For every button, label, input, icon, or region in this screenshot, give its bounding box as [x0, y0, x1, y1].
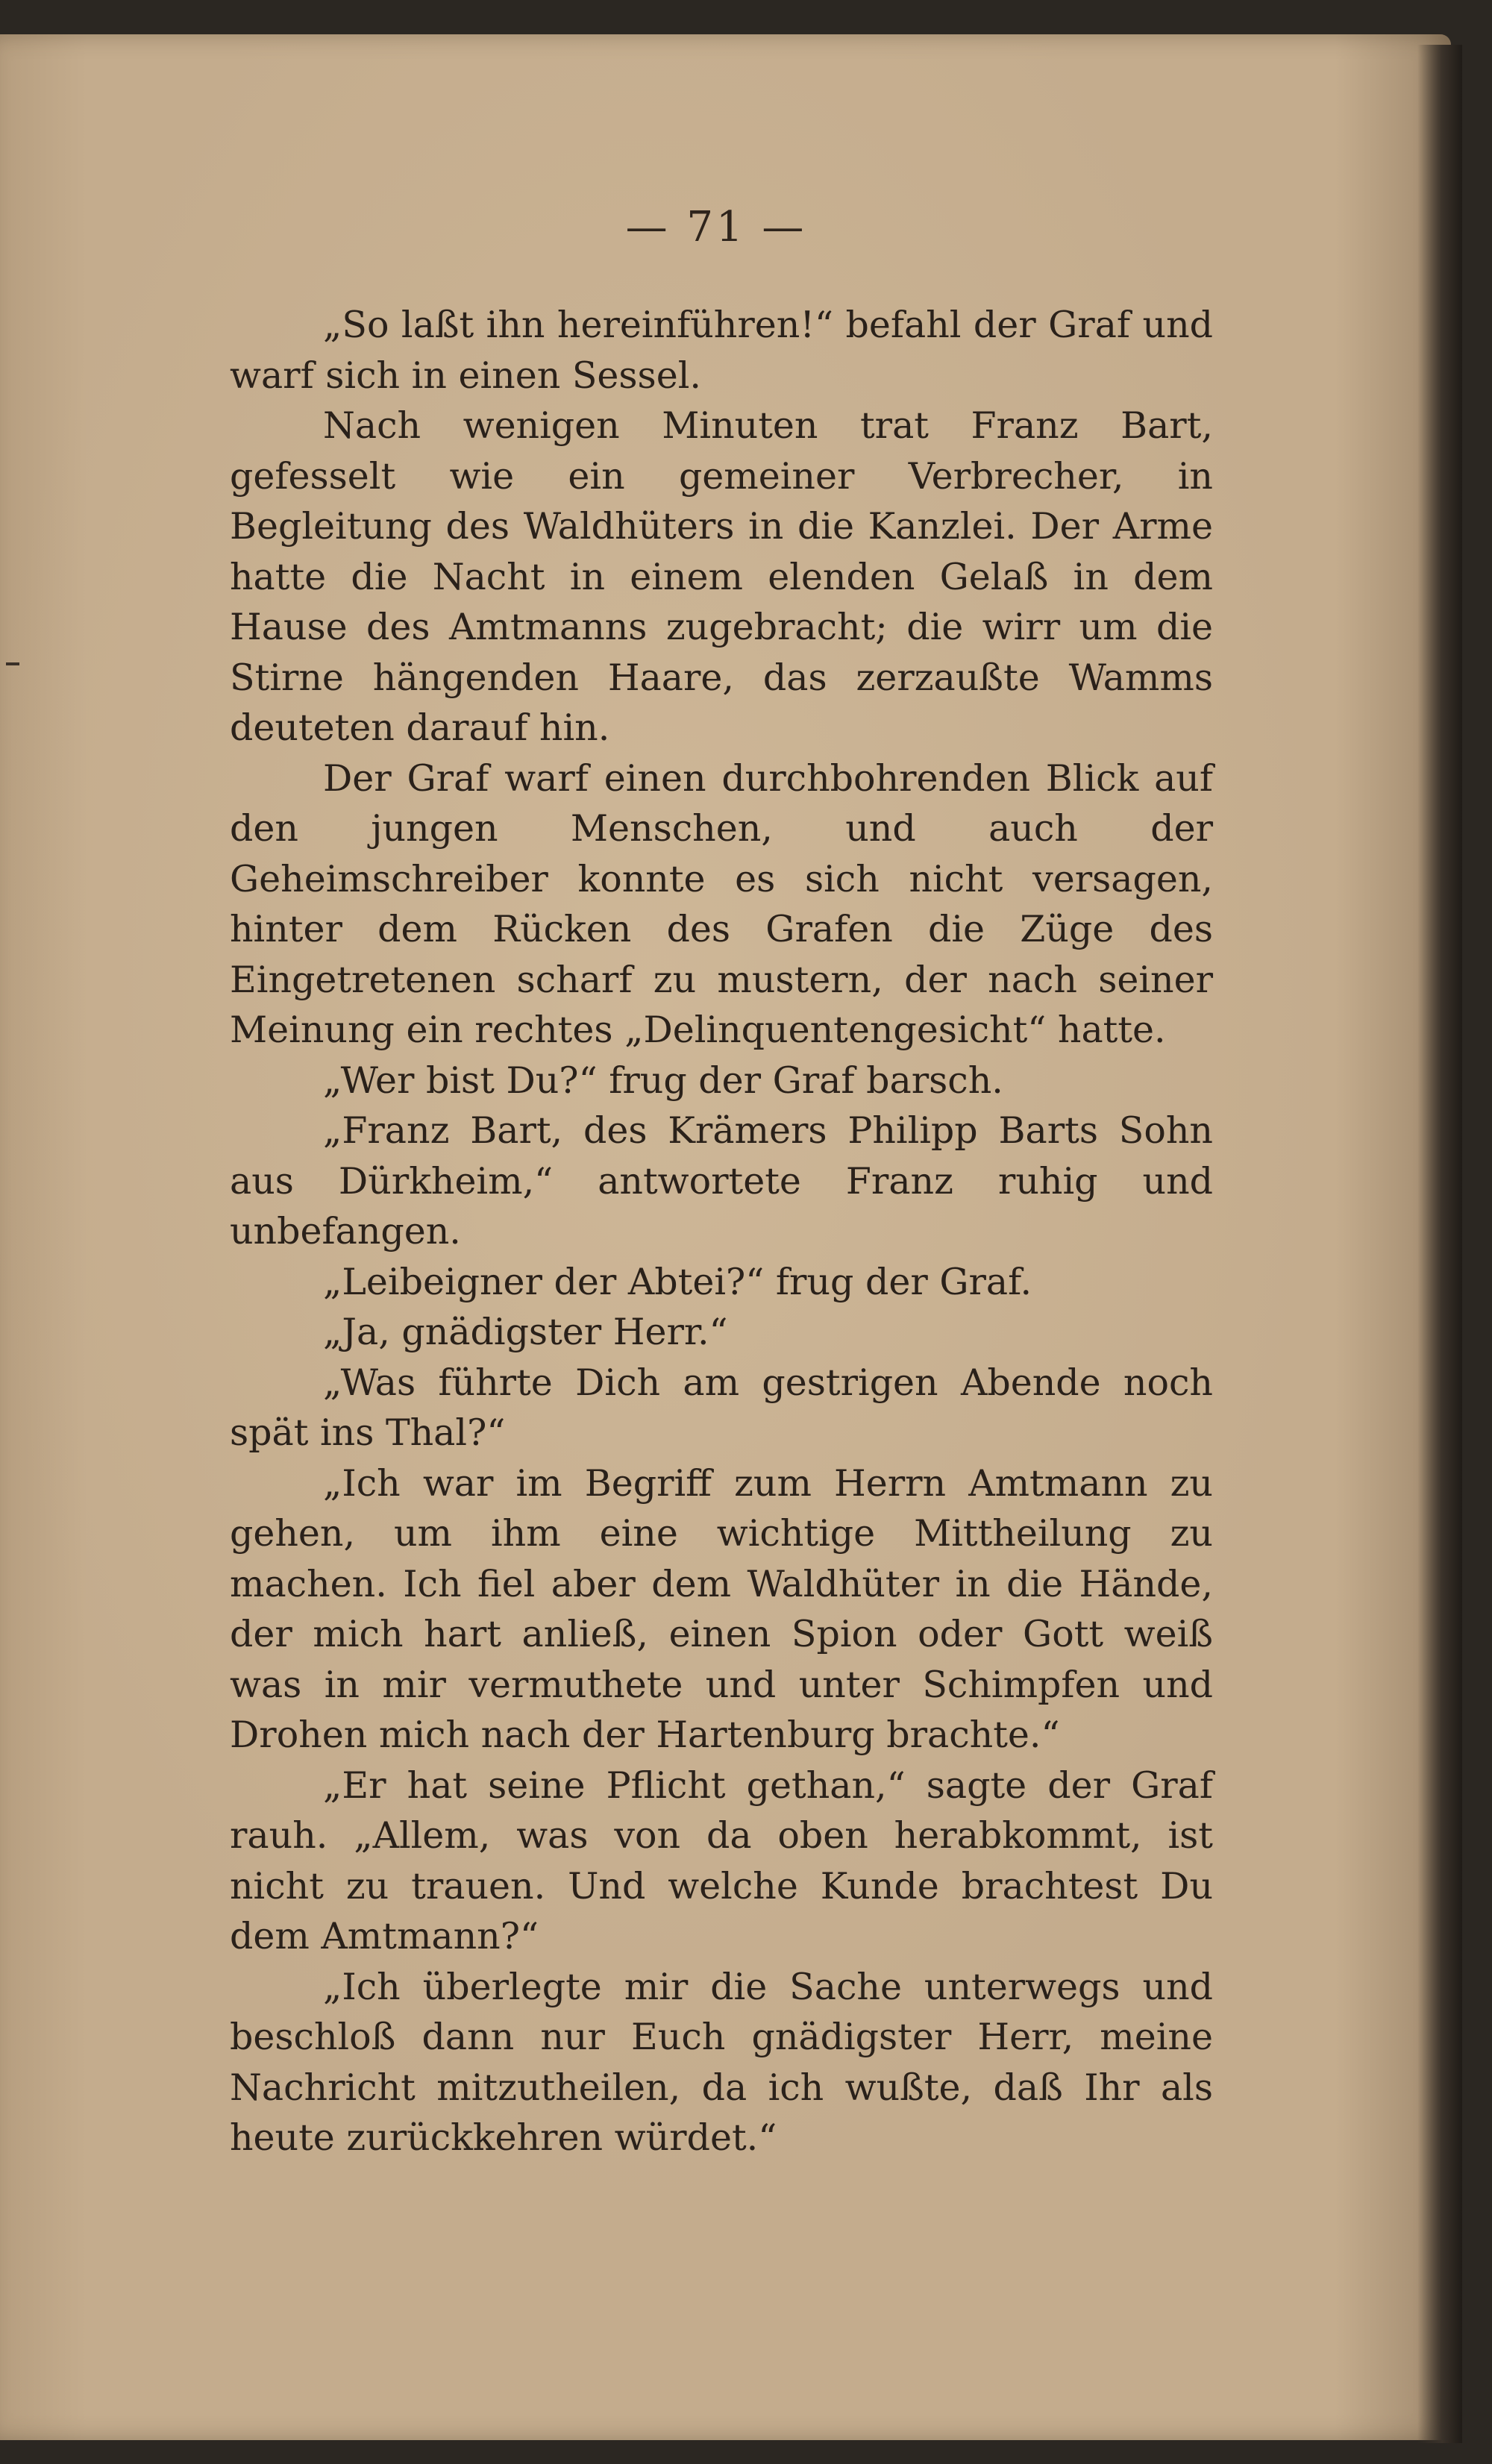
paragraph: „So laßt ihn hereinführen!“ befahl der Graf und warf sich in einen Sessel.	[230, 304, 1213, 397]
page-number: — 71 —	[625, 203, 807, 251]
body-text	[230, 300, 1213, 2163]
paragraph: Der Graf warf einen durchbohrenden Blick auf den jungen Menschen, und auch der Geheimschreiber konnte es sich nicht versagen, hinter dem Rücken des Grafen die Züge des Eingetretenen scharf zu mustern, der nach seiner Meinung ein rechtes „Delinquentengesicht“ hatte.	[230, 756, 1213, 1051]
paragraph: „Was führte Dich am gestrigen Abende noch spät ins Thal?“	[230, 1361, 1213, 1454]
paragraph: „Leibeigner der Abtei?“ frug der Graf.	[323, 1260, 1032, 1303]
paragraph: „Ich überlegte mir die Sache unterwegs und beschloß dann nur Euch gnädigster Herr, meine Nachricht mitzutheilen, da ich wußte, daß Ihr als heute zurückkehren würdet.“	[230, 1965, 1213, 2159]
paragraph: Nach wenigen Minuten trat Franz Bart, gefesselt wie ein gemeiner Verbrecher, in Begleitung des Waldhüters in die Kanzlei. Der Arme hatte die Nacht in einem elenden Gelaß in dem Hause des Amtmanns zugebracht; die wirr um die Stirne hängenden Haare, das zerzaußte Wamms deuteten darauf hin.	[230, 404, 1213, 749]
book-spine-edge	[1417, 45, 1462, 2443]
paragraph: „Ich war im Begriff zum Herrn Amtmann zu gehen, um ihm eine wichtige Mittheilung zu machen. Ich fiel aber dem Waldhüter in die Hände, der mich hart anließ, einen Spion oder Gott weiß was in mir vermuthete und unter Schimpfen und Drohen mich nach der Hartenburg brachte.“	[230, 1461, 1213, 1756]
paragraph: „Ja, gnädigster Herr.“	[323, 1311, 728, 1353]
paragraph: „Franz Bart, des Krämers Philipp Barts Sohn aus Dürkheim,“ antwortete Franz ruhig und unbefangen.	[230, 1109, 1213, 1253]
margin-mark	[6, 662, 19, 665]
paragraph: „Er hat seine Pflicht gethan,“ sagte der Graf rauh. „Allem, was von da oben herabkommt, ist nicht zu trauen. Und welche Kunde brachtest Du dem Amtmann?“	[230, 1764, 1213, 1957]
paragraph: „Wer bist Du?“ frug der Graf barsch.	[323, 1059, 1003, 1102]
